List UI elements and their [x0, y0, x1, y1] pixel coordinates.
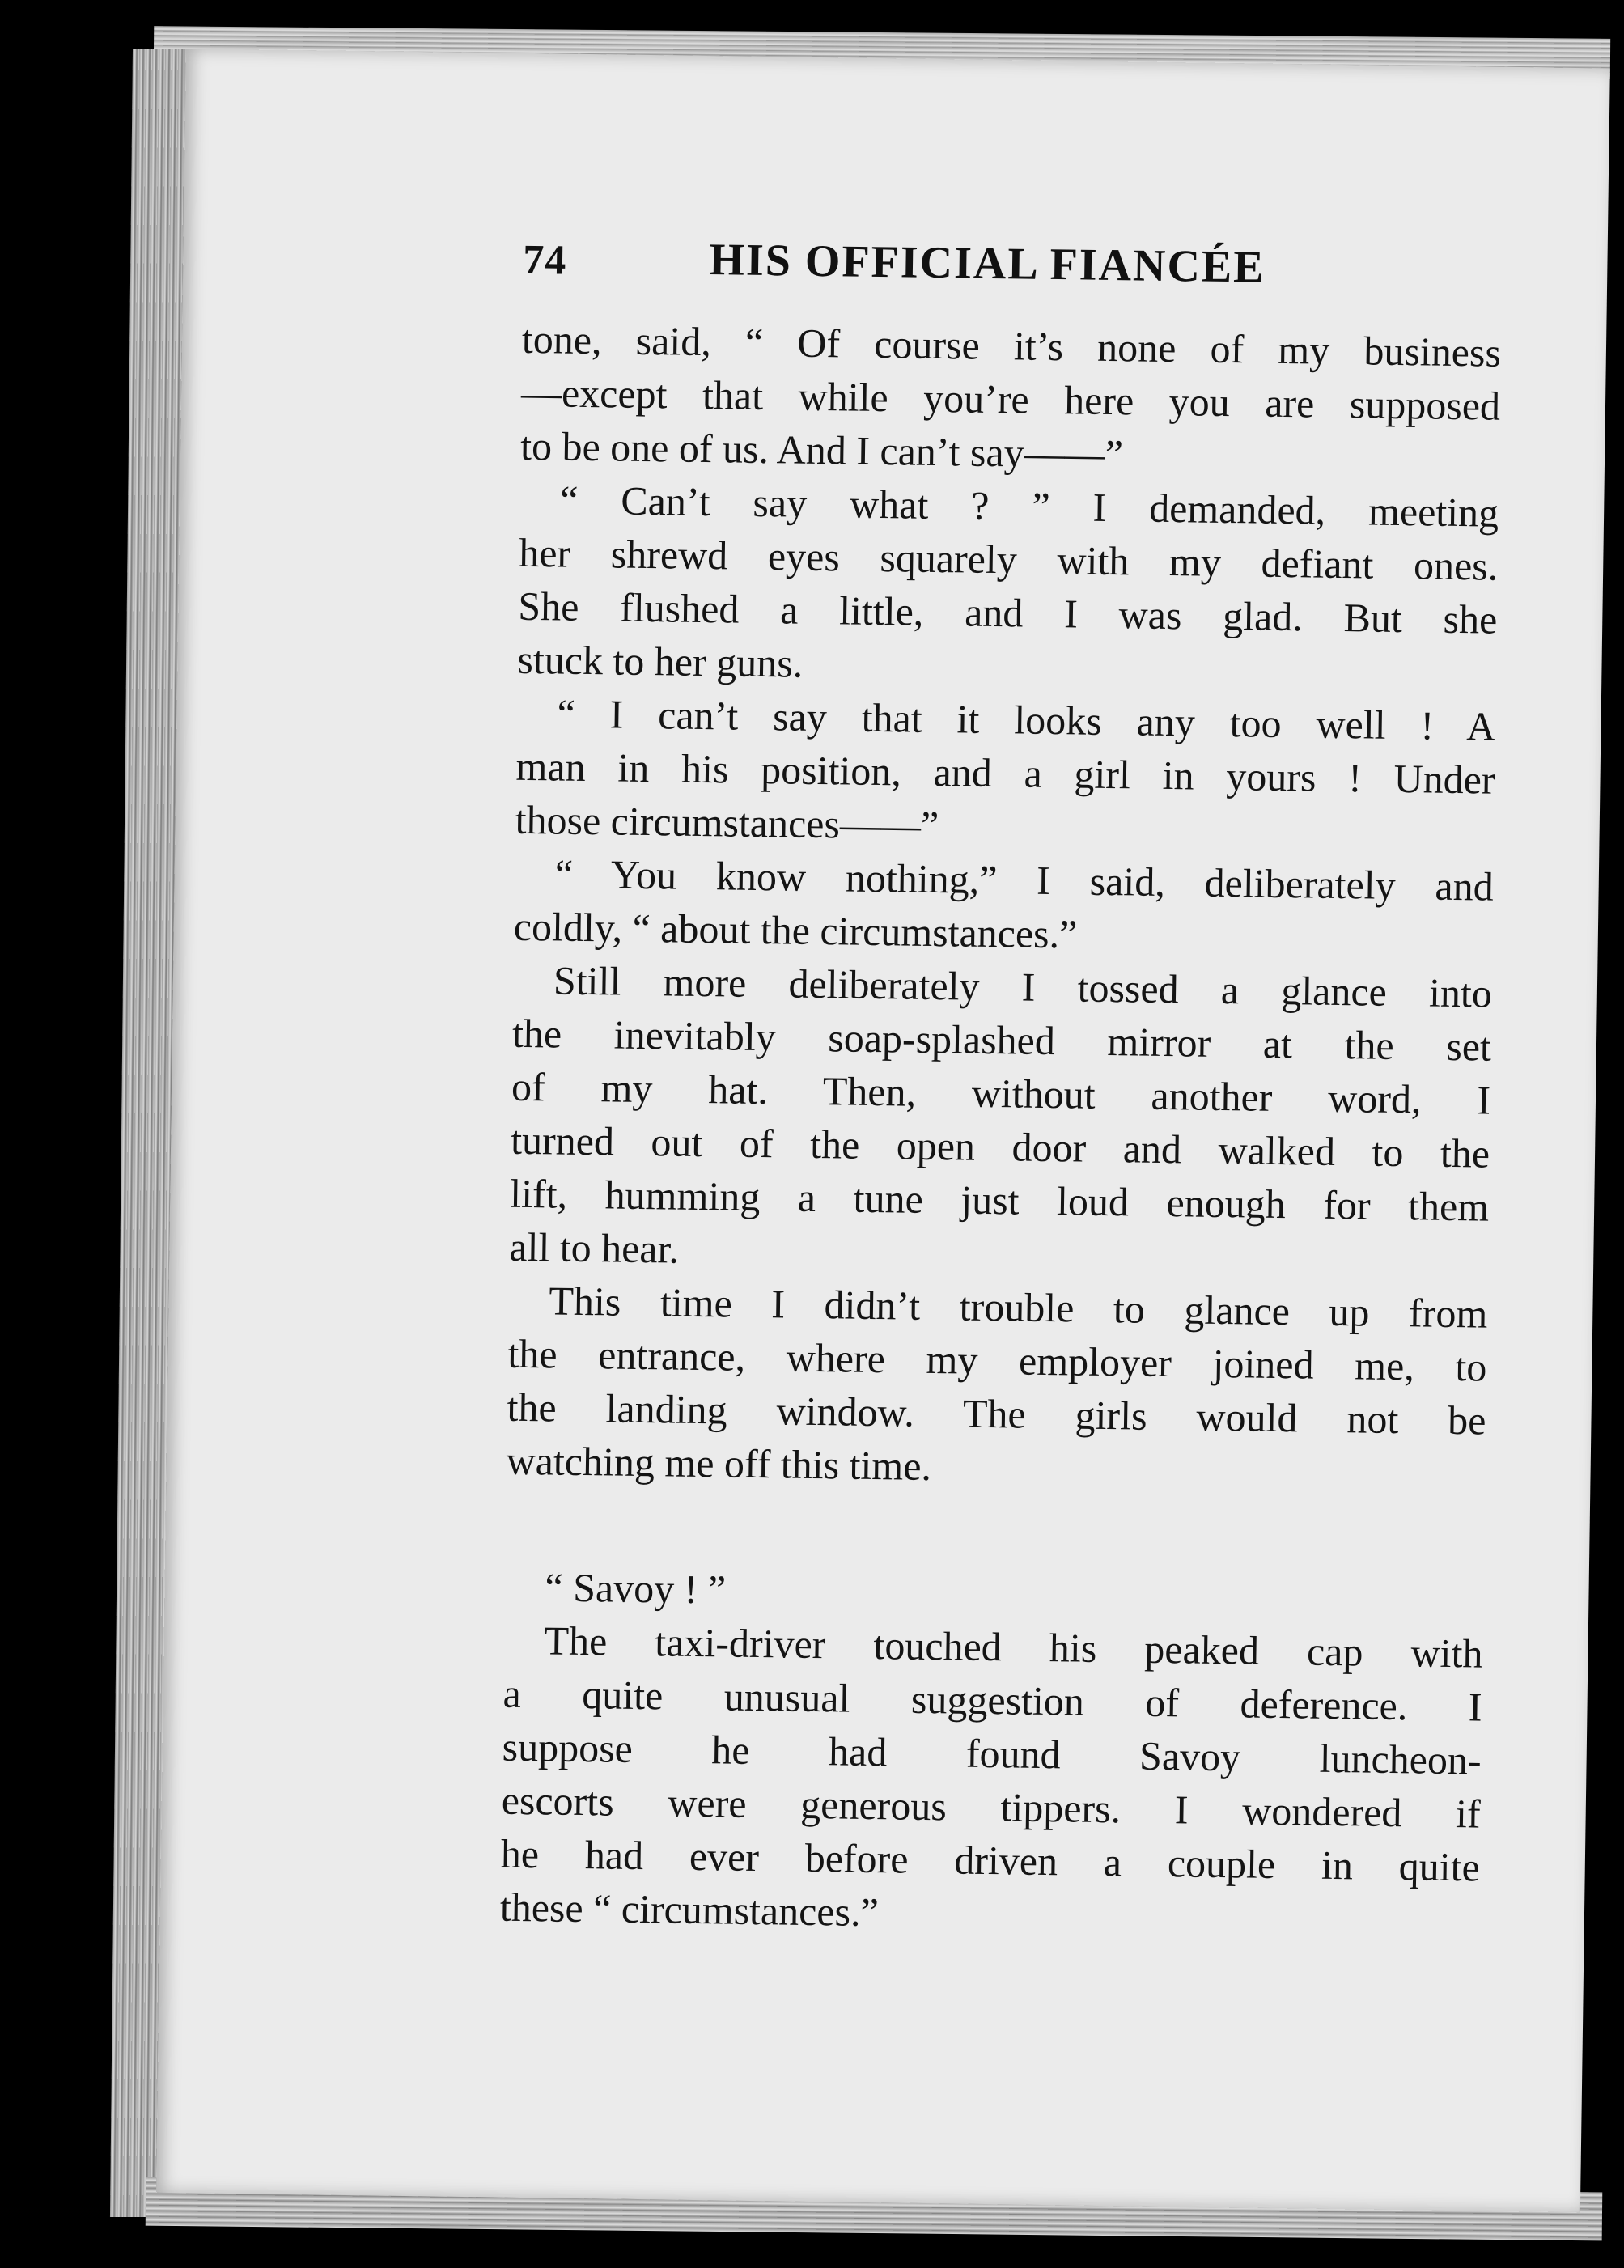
text-line: turned out of the open door and walked to the [510, 1117, 1490, 1176]
page-number: 74 [522, 236, 567, 284]
page-header [523, 231, 1333, 316]
text-line: “ I can’t say that it looks any too well ! A [557, 690, 1496, 749]
text-line: lift, humming a tune just loud enough for them [509, 1170, 1490, 1230]
text-line: the landing window. The girls would not be [507, 1384, 1486, 1443]
text-line: man in his position, and a girl in yours ! Under [515, 743, 1495, 803]
text-line: escorts were generous tippers. I wondered if [501, 1777, 1482, 1837]
text-line: these “ circumstances.” [499, 1884, 880, 1935]
text-line: her shrewd eyes squarely with my defiant ones. [518, 529, 1499, 589]
text-line: the entrance, where my employer joined me, to [507, 1330, 1487, 1390]
paragraph [500, 1613, 1483, 1948]
section-break [505, 1487, 1485, 1574]
body-text [500, 312, 1502, 1948]
text-line: Still more deliberately I tossed a glance into [553, 957, 1493, 1016]
text-line: —except that while you’re here you are supposed [520, 369, 1501, 429]
running-head: HIS OFFICIAL FIANCÉE [708, 235, 1266, 293]
text-line: suppose he had found Savoy luncheon- [502, 1723, 1482, 1783]
text-line: of my hat. Then, without another word, I [511, 1063, 1491, 1123]
text-line: to be one of us. And I can’t say——” [519, 422, 1124, 477]
text-line: She flushed a little, and I was glad. But she [518, 583, 1498, 642]
text-line: watching me off this time. [506, 1437, 932, 1490]
text-line: This time I didn’t trouble to glance up from [549, 1278, 1488, 1337]
text-line: “ You know nothing,” I said, deliberately and [554, 850, 1495, 909]
text-line: The taxi-driver touched his peaked cap with [544, 1617, 1483, 1677]
text-line: a quite unusual suggestion of deference. I [502, 1670, 1482, 1730]
text-line: those circumstances——” [515, 796, 939, 849]
paragraph [506, 1274, 1488, 1501]
text-line: the inevitably soap-splashed mirror at the set [511, 1010, 1492, 1070]
text-line: tone, said, “ Of course it’s none of my business [521, 316, 1502, 375]
paragraph [513, 846, 1494, 967]
text-line: “ Savoy ! ” [545, 1564, 727, 1613]
paragraph [509, 953, 1492, 1287]
text-line: stuck to her guns. [517, 636, 804, 686]
paragraph [520, 312, 1502, 486]
book-page [156, 49, 1610, 2212]
paragraph [515, 686, 1496, 860]
text-line: coldly, “ about the circumstances.” [513, 903, 1078, 957]
text-line: he had ever before driven a couple in quite [500, 1830, 1481, 1890]
text-line: “ Can’t say what ? ” I demanded, meeting [559, 477, 1499, 536]
paragraph [517, 473, 1499, 700]
text-line: all to hear. [508, 1223, 680, 1272]
